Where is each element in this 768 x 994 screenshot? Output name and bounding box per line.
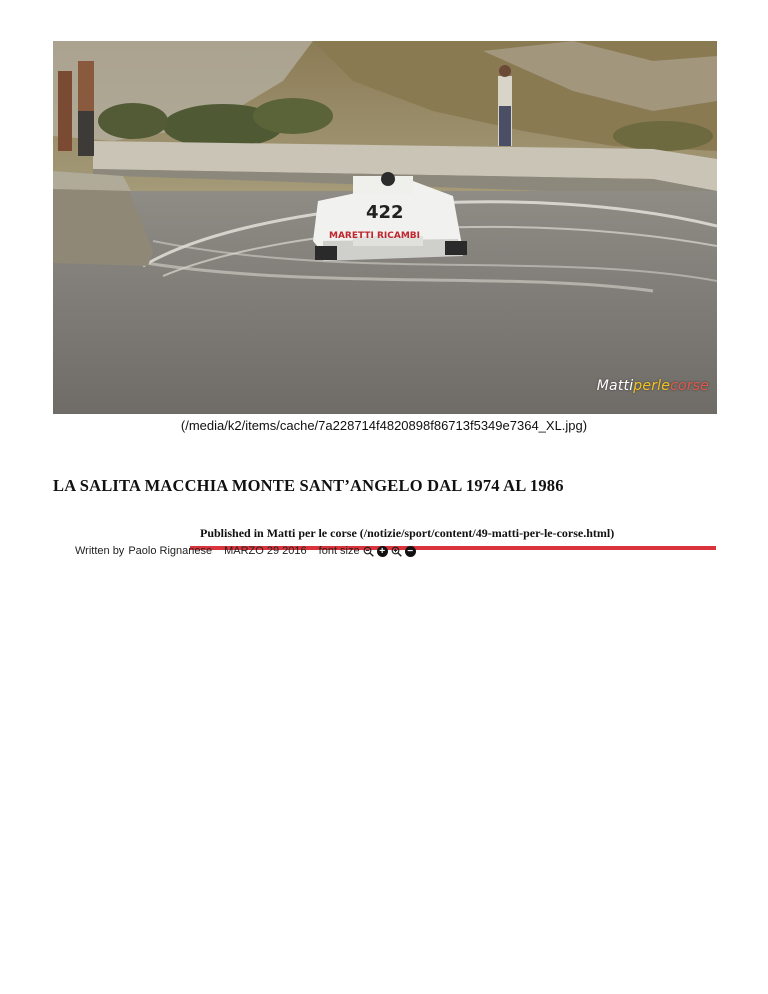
published-in-category-link[interactable]: Published in Matti per le corse (/notizie/sport/content/49-matti-per-le-corse.html) <box>200 526 615 540</box>
watermark-part-2: perle <box>633 378 671 394</box>
increase-font-icon[interactable]: + <box>377 546 388 557</box>
author-name[interactable]: Paolo Rignanese <box>128 545 213 557</box>
article-photo <box>53 41 717 414</box>
svg-text:MARETTI RICAMBI: MARETTI RICAMBI <box>329 231 420 241</box>
image-url-link[interactable]: (/media/k2/items/cache/7a228714f4820898f86713f5349e7364_XL.jpg) <box>180 418 588 433</box>
watermark-part-3: corse <box>670 378 709 394</box>
written-by-label: Written by <box>75 545 125 557</box>
article-meta <box>75 545 416 557</box>
publish-date: MARZO 29 2016 <box>224 545 307 557</box>
zoom-out-icon[interactable] <box>363 546 374 557</box>
photo-watermark <box>597 378 709 394</box>
zoom-in-icon[interactable] <box>391 546 402 557</box>
decrease-font-icon[interactable]: − <box>405 546 416 557</box>
race-car-photo <box>53 41 717 414</box>
font-size-label: font size <box>318 545 360 557</box>
article-title: LA SALITA MACCHIA MONTE SANT’ANGELO DAL 1974 AL 1986 <box>53 476 564 495</box>
svg-text:422: 422 <box>366 202 404 223</box>
watermark-part-1: Matti <box>596 378 634 394</box>
